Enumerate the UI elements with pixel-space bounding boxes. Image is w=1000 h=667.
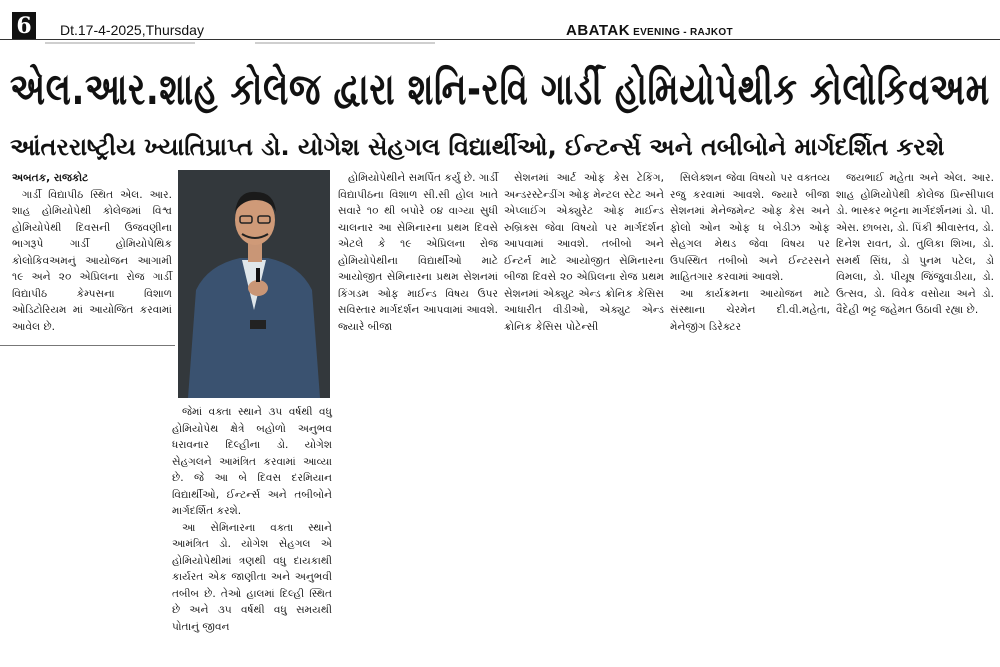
article-paragraph: જેમાં વક્તા સ્થાને ૩૫ વર્ષથી વધુ હોમિયોપેથ ક્ષેત્રે બહોળો અનુભવ ધરાવનાર દિલ્હીના ડો. યોગેશ સેહગલને આમંત્રિત કરવામાં આવ્યા છે. જે આ બે દિવસ દરમિયાન વિદ્યાર્થીઓ, ઈન્ટર્ન્સ અને તબીબોને માર્ગદર્શિત કરશે. [172, 406, 332, 517]
edition-label: EVENING - RAJKOT [633, 27, 733, 38]
publication-name: ABATAK [566, 22, 631, 39]
article-paragraph: જયભાઈ મહેતા અને એલ. આર. શાહ હોમિયોપેથી કોલેજ પ્રિન્સીપાલ ડો. ભાસ્કર ભટ્ટના માર્ગદર્શનમાં ડો. પી. એસ. છાબરા, ડો. પિંકી શ્રીવાસ્તવ, ડો. દિનેશ રાવત, ડો. તુલિકા શિખા, ડો. સમર્થ સિંઘ, ડો પુનમ પટેલ, ડો વિમલા, ડો. પીયૂષ જિંજુવાડીયા, ડો. ઉત્સવ, ડો. વિવેક વસોયા અને ડો. વૈદેહી ભટ્ટ જહેમત ઉઠાવી રહ્યા છે. [836, 172, 994, 316]
speaker-portrait-illustration [178, 170, 330, 398]
issue-date: Dt.17-4-2025,Thursday [60, 22, 204, 38]
column-divider [0, 345, 175, 346]
article-column-3 [338, 170, 498, 335]
page-header [0, 0, 1000, 40]
dateline: અબતક, રાજકોટ [12, 172, 89, 184]
article-column-4 [504, 170, 664, 335]
article-column-1 [12, 170, 172, 335]
article-paragraph: આ સેમિનારના વક્તા સ્થાને આમંત્રિત ડો. યોગેશ સેહગલ એ હોમિયોપેથીમાં ત્રણથી વધુ દાયકાથી કાર્યરત એક જાણીતા અને અનુભવી તબીબ છે. તેઓ હાલમાં દિલ્હી સ્થિત છે અને ૩૫ વર્ષથી વધુ સમયથી પોતાનું જીવન [172, 521, 332, 633]
article-column-5 [670, 170, 830, 335]
bleed-through-artifact [45, 42, 195, 44]
article-paragraph: આ કાર્યક્રમના આયોજન માટે સંસ્થાના ચેરમેન દી.વી.મહેતા, મેનેજીંગ ડિરેક્ટર [670, 287, 830, 333]
header-rule [0, 39, 1000, 40]
bleed-through-artifact [255, 42, 435, 44]
article-paragraph: હોમિયોપેથીને સમર્પિત કર્યું છે. ગાર્ડી વિદ્યાપીઠના વિશાળ સી.સી હોલ ખાતે સવારે ૧૦ થી બપોરે ૦૪ વાગ્યા સુધી ચાલનાર આ સેમિનારના પ્રથમ દિવસે એટલે કે ૧૯ એપ્રિલના રોજ હોમિયોપેથીના વિદ્યાર્થીઓ માટે આયોજીત સેમિનારના પ્રથમ સેશનમાં કિંગડમ ઓફ માઈન્ડ વિષય ઉપર સવિસ્તાર માર્ગદર્શન આપવામાં આવશે. જ્યારે બીજા [338, 172, 499, 333]
article-subheadline: આંતરરાષ્ટ્રીય ખ્યાતિપ્રાપ્ત ડો. યોગેશ સેહગલ વિદ્યાર્થીઓ, ઈન્ટર્ન્સ અને તબીબોને માર્ગદર્શિત કરશે [10, 133, 945, 161]
page-number: 6 [12, 12, 36, 40]
publication-masthead [566, 22, 733, 39]
article-column-6 [836, 170, 994, 319]
article-paragraph: સેશનમાં આર્ટ ઓફ કેસ ટેકિંગ, અન્ડરસ્ટેન્ડીંગ ઓફ મેન્ટલ સ્ટેટ અને એપ્લાઈંગ એક્યુરેટ ઓફ માઈન્ડ રુબ્રિક્સ જેવા વિષયો પર માર્ગદર્શન આપવામાં આવશે. તબીબો અને ઈન્ટર્ન માટે આયોજીત સેમિનારના બીજા દિવસે ૨૦ એપ્રિલના રોજ પ્રથમ સેશનમાં એક્યુટ એન્ડ ક્રોનિક કેસિસ આધારીત વીડીઓ, એક્યુટ એન્ડ ક્રોનિક કેસિસ પોટેન્સી [504, 172, 664, 333]
article-headline: એલ.આર.શાહ કોલેજ દ્વારા શનિ-રવિ ગાર્ડી હોમિયોપેથીક કોલોકિવઅમ [10, 64, 990, 115]
article-column-2 [172, 404, 332, 635]
article-paragraph: ગાર્ડી વિદ્યાપીઠ સ્થિત એલ. આર. શાહ હોમિયોપેથી કોલેજમાં વિશ્વ હોમિયોપેથી દિવસની ઉજવણીના ભાગરૂપે ગાર્ડી હોમિયોપેથિક કોલોકિવઅમનું આયોજન આગામી ૧૯ અને ૨૦ એપ્રિલના રોજ ગાર્ડી વિદ્યાપીઠ કેમ્પસના વિશાળ ઓડિટોરિયમ માં આયોજિત કરવામાં આવેલ છે. [12, 188, 172, 333]
speaker-photo [178, 170, 330, 398]
article-paragraph: સિલેક્શન જેવા વિષયો પર વક્તવ્ય રજુ કરવામાં આવશે. જ્યારે બીજા સેશનમાં મેનેજમેન્ટ ઓફ કેસ અને ફોલો ઓન ઓફ ધ બેડીઝ ઓફ સેહગલ મેથડ જેવા વિષય પર ઉપસ્થિત તબીબો અને ઈન્ટરસને માહિતગાર કરવામાં આવશે. [670, 172, 830, 283]
